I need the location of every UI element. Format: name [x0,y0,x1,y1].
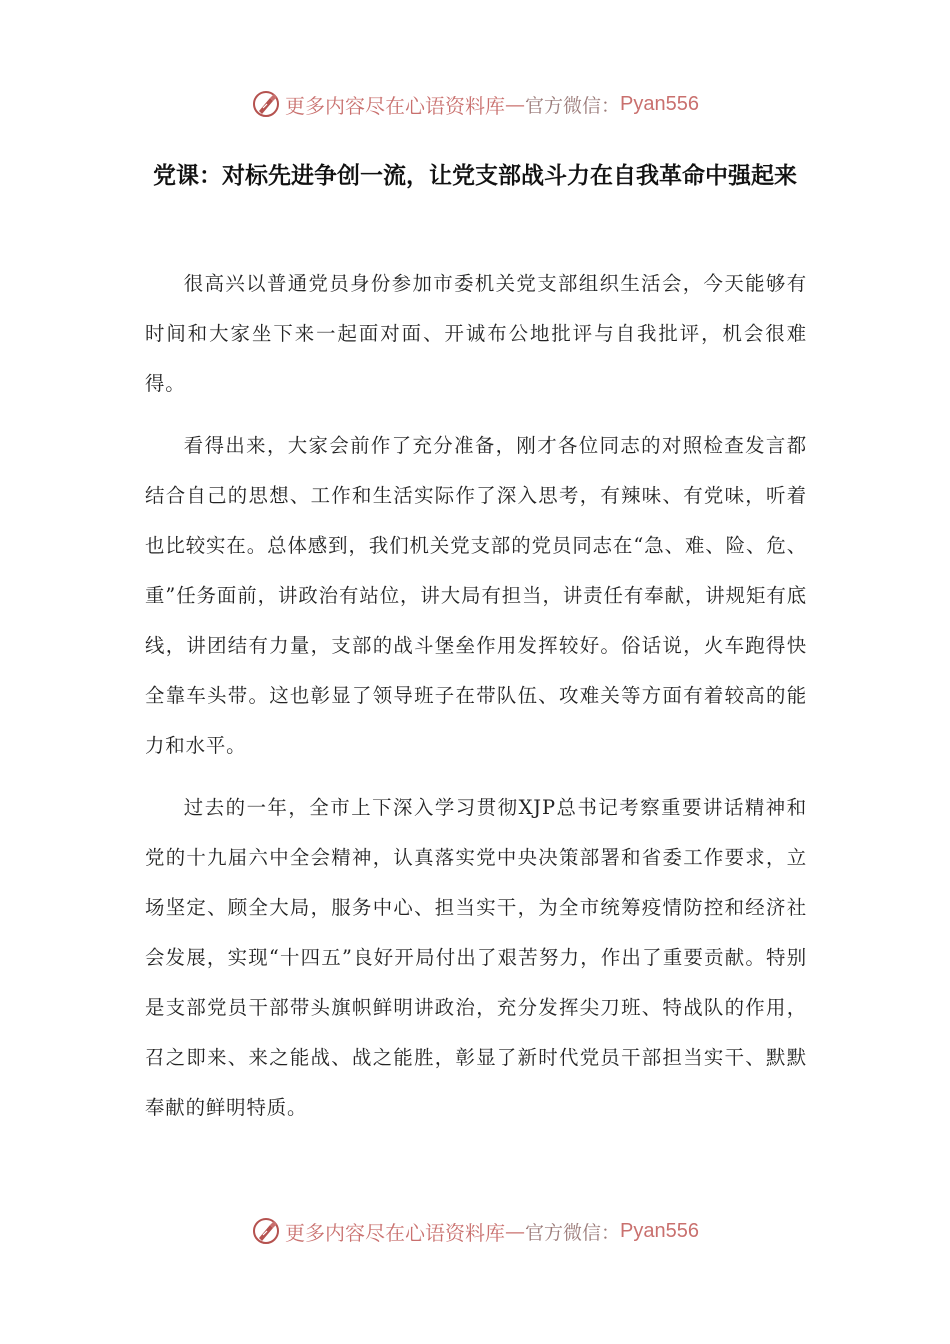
watermark-banner-top [0,84,950,124]
watermark-banner-bottom [0,1211,950,1251]
pen-nib-logo-icon [251,89,281,119]
watermark-site-text: 更多内容尽在心语资料库 [285,93,505,118]
watermark-site-text: 更多内容尽在心语资料库 [285,1220,505,1245]
watermark-wechat-label: 官方微信： [525,94,621,117]
pen-nib-logo-icon [251,1216,281,1246]
watermark-wechat-id: Pyan556 [620,92,699,115]
watermark-dash: — [505,1219,525,1243]
watermark-wechat-label: 官方微信： [525,1221,621,1244]
watermark-wechat-id: Pyan556 [620,1219,699,1242]
body-paragraph-3: 过去的一年，全市上下深入学习贯彻XJP总书记考察重要讲话精神和党的十九届六中全会精神，认真落实党中央决策部署和省委工作要求，立场坚定、顾全大局，服务中心、担当实干，为全市统筹疫情防控和经济社会发展，实现“十四五”良好开局付出了艰苦努力，作出了重要贡献。特别是支部党员干部带头旗帜鲜明讲政治，充分发挥尖刀班、特战队的作用，召之即来、来之能战、战之能胜，彰显了新时代党员干部担当实干、默默奉献的鲜明特质。 [145,796,807,1119]
body-paragraph-1: 很高兴以普通党员身份参加市委机关党支部组织生活会，今天能够有时间和大家坐下来一起面对面、开诚布公地批评与自我批评，机会很难得。 [145,272,807,395]
document-title: 党课：对标先进争创一流，让党支部战斗力在自我革命中强起来 [153,163,797,189]
body-paragraph-2: 看得出来，大家会前作了充分准备，刚才各位同志的对照检查发言都结合自己的思想、工作和生活实际作了深入思考，有辣味、有党味，听着也比较实在。总体感到，我们机关党支部的党员同志在“急、难、险、危、重”任务面前，讲政治有站位，讲大局有担当，讲责任有奉献，讲规矩有底线，讲团结有力量，支部的战斗堡垒作用发挥较好。俗话说，火车跑得快全靠车头带。这也彰显了领导班子在带队伍、攻难关等方面有着较高的能力和水平。 [145,434,807,757]
watermark-dash: — [505,92,525,116]
document-body [145,259,807,1145]
